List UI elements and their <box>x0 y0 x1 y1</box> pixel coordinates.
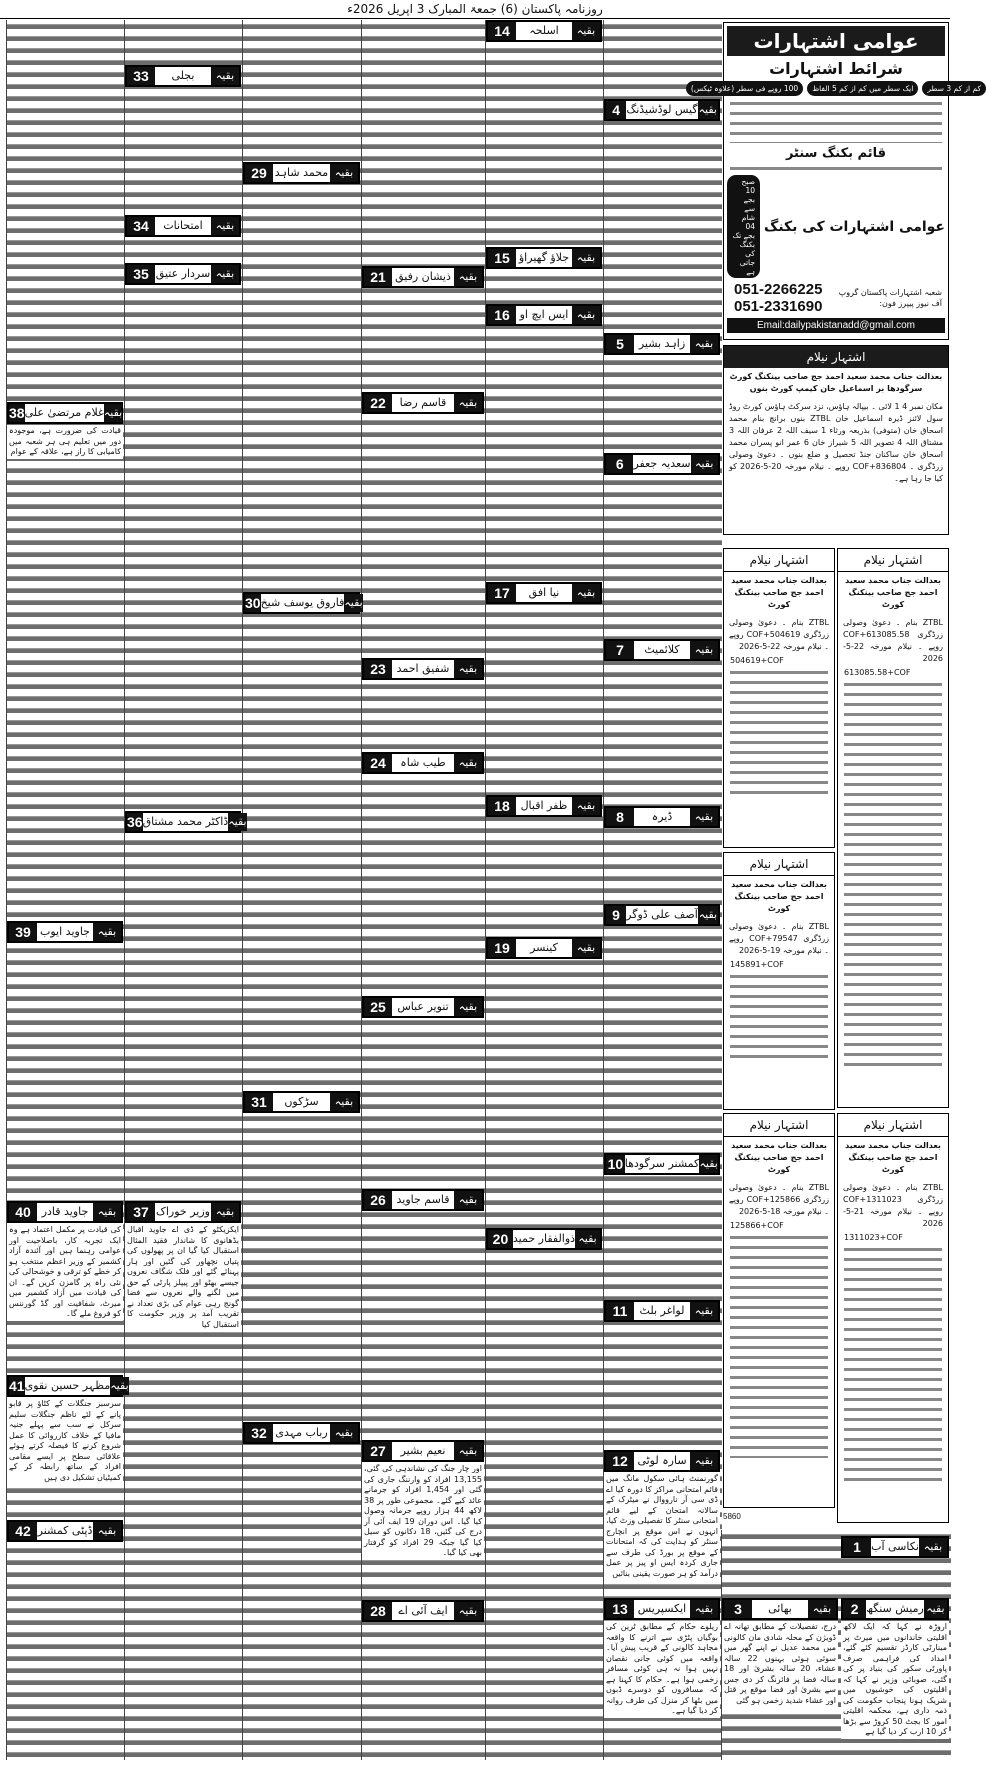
auction-heading: اشتہار نیلام <box>838 1114 948 1137</box>
auction-body: مکان نمبر 4 1 لائی ۔ بیپالہ ہاؤس، نزد سرکٹ ہاؤس کورٹ روڈ سول لائنز ڈیرہ اسماعیل خان ZTBL بنوں برانچ بنام محمد اسحاق خان (متوفی) بذریعہ ورثاء 1 سیف اللہ 2 عرفان اللہ 3 مشتاق اللہ 4 تصویر اللہ 5 شیراز خان 6 عمر انو پسران محمد اسحاق خان ساکنان جنڈ تحصیل و ضلع بنوں ۔ دعویٰ وصولی زرڈگری ۔ 836804+COF روپے ۔ نیلام مورخہ 20-5-2026 کو کیا جا رہا ہے۔ <box>729 402 944 483</box>
auction-court: بعدالت جناب محمد سعید احمد جج صاحب بینکنگ کورٹ <box>731 1141 827 1174</box>
continuation-number: 41 <box>9 1378 25 1394</box>
masthead-date-line: روزنامہ پاکستان (6) جمعۃ المبارک 3 اپریل 2026ء <box>0 0 950 19</box>
continuation-header-3 <box>722 1598 838 1620</box>
continuation-title: امتحانات <box>163 219 203 232</box>
pill-min-lines: کم از کم 3 سطر <box>922 81 986 96</box>
continuation-label: بقیہ <box>924 1600 947 1618</box>
continuation-number: 8 <box>606 808 634 826</box>
footer-code: 5860 <box>723 1512 833 1528</box>
continuation-number: 13 <box>606 1600 634 1618</box>
continuation-title: وزیر خوراک <box>156 1205 210 1218</box>
continuation-number: 36 <box>127 814 143 830</box>
continuation-number: 40 <box>9 1203 37 1221</box>
continuation-title: لواغر بلٹ <box>639 1304 685 1317</box>
continuation-number: 21 <box>364 268 392 286</box>
continuation-label: بقیہ <box>211 217 239 235</box>
continuation-number: 7 <box>606 641 634 659</box>
column-3 <box>485 20 604 1760</box>
continuation-number: 34 <box>127 217 155 235</box>
continuation-title: زاہد بشیر <box>638 337 686 350</box>
article-text-2: اروڑہ نے کہا کہ ایک لاکھ اقلیتی خاندانوں میں میرٹ پر مینارٹی کارڈز تقسیم کئے گئے، امداد کی فراہمی صرف پاورٹی سکور کی بنیاد پر کی گئی، صوبائی وزیر نے کہا کہ اقلیتوں کی خوشیوں میں شریک ہونا پنجاب حکومت کی ذمہ داری ہے، محکمہ اقلیتی امور کا بجٹ 50 کروڑ سے بڑھا کر 10 ارب کر دیا گیا ہے <box>841 1621 949 1739</box>
continuation-number: 16 <box>488 306 516 324</box>
auction-amount: 125866+COF <box>730 1221 784 1230</box>
continuation-label: بقیہ <box>93 1522 121 1540</box>
continuation-title: نکاسی آب <box>871 1540 919 1553</box>
auction-body: ZTBL بنام ۔ دعویٰ وصولی زرڈگری 613085.58+COF روپے ۔ نیلام مورخہ 22-5-2026 <box>843 618 943 663</box>
auction-body: ZTBL بنام ۔ دعویٰ وصولی زرڈگری 125866+COF روپے ۔ نیلام مورخہ 18-5-2026 <box>729 1183 829 1216</box>
continuation-number: 26 <box>364 1191 392 1209</box>
article-text-12: گورنمنٹ ہائی سکول مانگ میں قائم امتحانی مراکز کا دورہ کیا اے ڈی سی آر نارووال نے میٹرک کے سالانہ امتحان کے لیے قائم امتحانی سنٹر کا تفصیلی وزٹ کیا، انہوں نے اس موقع پر انچارج سنٹر کو ہدایت کی کہ امتحانات کے موقع پر بورڈ کی طرف سے جاری کردہ ایس او پیز پر عمل درآمد کو ہر صورت یقینی بنائیں <box>604 1473 720 1580</box>
pill-words-per-line: ایک سطر میں کم از کم 5 الفاظ <box>807 81 918 96</box>
continuation-title: طیب شاہ <box>400 756 446 769</box>
auction-heading: اشتہار نیلام <box>724 1114 834 1137</box>
continuation-number: 9 <box>606 906 626 924</box>
auction-body: ZTBL بنام ۔ دعویٰ وصولی زرڈگری 1311023+COF روپے ۔ نیلام مورخہ 21-5-2026 <box>843 1183 943 1228</box>
continuation-header-8 <box>604 806 720 828</box>
continuation-label: بقیہ <box>699 1155 718 1173</box>
continuation-label: بقیہ <box>454 1442 482 1460</box>
continuation-label: بقیہ <box>690 641 718 659</box>
continuation-number: 30 <box>245 595 261 611</box>
continuation-header-1 <box>841 1536 949 1558</box>
auction-heading: اشتہار نیلام <box>838 549 948 572</box>
contact-row <box>724 281 948 315</box>
continuation-title: سارہ لوٹی <box>637 1454 687 1467</box>
continuation-number: 39 <box>9 923 37 941</box>
continuation-title: کلائمیٹ <box>644 643 680 656</box>
continuation-number: 1 <box>843 1538 871 1556</box>
continuation-number: 4 <box>606 101 626 119</box>
continuation-title: ایف آئی اے <box>398 1604 448 1617</box>
ad-terms-title: شرائط اشتہارات <box>769 59 903 78</box>
continuation-title: جلاؤ گھیراؤ <box>518 251 570 264</box>
continuation-label: بقیہ <box>211 265 239 283</box>
continuation-label: بقیہ <box>575 1230 600 1248</box>
continuation-header-5 <box>604 333 720 355</box>
booking-title: عوامی اشتہارات کی بکنگ <box>763 218 945 235</box>
continuation-label: بقیہ <box>572 249 600 267</box>
continuation-label: بقیہ <box>211 1203 239 1221</box>
continuation-header-32 <box>243 1422 360 1444</box>
pill-rate: 100 روپے فی سطر (علاوہ ٹیکس) <box>686 81 803 96</box>
continuation-title: محمد شاہد <box>274 166 329 179</box>
auction-heading: اشتہار نیلام <box>724 549 834 572</box>
continuation-label: بقیہ <box>110 1377 128 1395</box>
continuation-number: 6 <box>606 455 633 473</box>
continuation-title: غلام مرتضیٰ علی <box>24 406 104 419</box>
continuation-header-39 <box>7 921 123 943</box>
continuation-label: بقیہ <box>330 1424 358 1442</box>
continuation-title: نعیم بشیر <box>400 1444 446 1457</box>
continuation-label: بقیہ <box>572 22 600 40</box>
continuation-header-41 <box>7 1375 129 1397</box>
continuation-label: بقیہ <box>454 660 482 678</box>
auction-amount: 145891+COF <box>730 960 784 969</box>
continuation-label: بقیہ <box>698 101 718 119</box>
continuation-header-17 <box>486 582 602 604</box>
auction-court: بعدالت جناب محمد سعید احمد جج صاحب بینکنگ کورٹ <box>731 880 827 913</box>
phone-1[interactable]: 051-2266225 <box>734 281 823 298</box>
auction-heading: اشتہار نیلام <box>724 346 948 368</box>
continuation-label: بقیہ <box>228 813 246 831</box>
continuation-title: ایکسپریس <box>637 1602 687 1615</box>
continuation-number: 12 <box>606 1452 634 1470</box>
continuation-title: بھائی <box>768 1602 792 1615</box>
auction-amount: 504619+COF <box>730 656 784 665</box>
ad-terms-text-2 <box>730 164 942 172</box>
continuation-title: بجلی <box>171 69 195 82</box>
continuation-number: 15 <box>488 249 516 267</box>
continuation-label: بقیہ <box>454 1602 482 1620</box>
continuation-header-42 <box>7 1520 123 1542</box>
continuation-header-6 <box>604 453 720 475</box>
auction-court: بعدالت جناب محمد سعید احمد جج صاحب بینکنگ کورٹ <box>845 1141 941 1174</box>
continuation-label: بقیہ <box>690 1302 718 1320</box>
continuation-label: بقیہ <box>690 808 718 826</box>
auction-body: ZTBL بنام ۔ دعویٰ وصولی زرڈگری 504619+COF روپے ۔ نیلام مورخہ 22-5-2026 <box>729 618 829 651</box>
article-text-3: درج، تفصیلات کے مطابق تھانہ اے ڈویژن کے محلہ شادی مان کالونی میں محمد عدیل نے اپنے گھر میں سوئی ہوئی بہنوں 22 سالہ عشاء، 20 سالہ بشریٰ اور 18 سالہ فضا پر فائرنگ کر دی جس سے بشریٰ اور فضا موقع پر قتل اور عشاء شدید زخمی ہو گئی <box>722 1621 838 1707</box>
continuation-header-4 <box>604 99 720 121</box>
continuation-label: بقیہ <box>919 1538 947 1556</box>
column-7 <box>6 20 125 1760</box>
continuation-label: بقیہ <box>690 1600 718 1618</box>
auction-notice-2 <box>837 548 949 1108</box>
continuation-number: 20 <box>488 1230 513 1248</box>
continuation-header-37 <box>125 1201 241 1223</box>
continuation-label: بقیہ <box>93 1203 121 1221</box>
auction-text-lines <box>730 668 828 798</box>
continuation-header-14 <box>486 20 602 42</box>
continuation-header-25 <box>362 996 484 1018</box>
continuation-title: سردار عتیق <box>155 267 211 280</box>
continuation-header-36 <box>125 811 247 833</box>
continuation-header-27 <box>362 1440 484 1462</box>
continuation-label: بقیہ <box>330 1093 358 1111</box>
continuation-label: بقیہ <box>454 754 482 772</box>
continuation-number: 38 <box>9 405 25 421</box>
continuation-number: 5 <box>606 335 634 353</box>
auction-amount: 1311023+COF <box>844 1233 903 1242</box>
auction-court: بعدالت جناب محمد سعید احمد جج صاحب بینکنگ کورٹ <box>845 576 941 609</box>
continuation-title: سعدیہ جعفر <box>633 457 691 470</box>
auction-notice-1 <box>723 548 835 848</box>
continuation-label: بقیہ <box>690 335 718 353</box>
continuation-label: بقیہ <box>690 1452 718 1470</box>
continuation-header-22 <box>362 392 484 414</box>
email-address[interactable]: Email:dailypakistanadd@gmail.com <box>727 318 945 333</box>
continuation-title: اسلحہ <box>529 24 559 37</box>
continuation-number: 42 <box>9 1522 37 1540</box>
booking-time: صبح 10 بجے سے شام 04 بجے تک بکنگ کی جاتی ہے <box>727 175 760 278</box>
continuation-label: بقیہ <box>572 584 600 602</box>
auction-text-lines <box>844 1245 942 1485</box>
continuation-label: بقیہ <box>698 906 718 924</box>
ad-terms-text <box>730 99 942 143</box>
booking-row <box>727 175 945 278</box>
continuation-title: نیا افق <box>528 586 560 599</box>
continuation-title: جاوید قادر <box>41 1205 89 1218</box>
continuation-title: ذوالفقار حمید <box>512 1232 576 1245</box>
article-text-40: کی قیادت پر مکمل اعتماد ہے وہ ایک تجربہ کار، باصلاحیت اور عوامی رہنما ہیں اور آئندہ آزاد کشمیر کے وزیر اعظم منتخب ہو کر خطے کو ترقی و خوشحالی کی نئی راہ پر گامزن کریں گے۔ ان کی قیادت میں آزاد کشمیر میں میرٹ، شفافیت اور گڈ گورننس کو فروغ ملے گا۔ <box>7 1224 123 1321</box>
continuation-title: گیس لوڈشیڈنگ <box>626 103 698 116</box>
ad-terms-pills <box>690 81 982 96</box>
continuation-title: ڈاکٹر محمد مشتاق <box>142 815 229 828</box>
continuation-header-40 <box>7 1201 123 1223</box>
continuation-header-21 <box>362 266 484 288</box>
continuation-header-19 <box>486 937 602 959</box>
continuation-header-9 <box>604 904 720 926</box>
continuation-header-35 <box>125 263 241 285</box>
continuation-header-11 <box>604 1300 720 1322</box>
auction-text-lines <box>730 1233 828 1458</box>
continuation-title: ڈیرہ <box>651 810 673 823</box>
continuation-title: ڈپٹی کمشنر <box>37 1524 93 1537</box>
continuation-title: تنویر عباس <box>397 1000 449 1013</box>
continuation-header-2 <box>841 1598 949 1620</box>
continuation-title: جاوید ایوب <box>40 925 90 938</box>
continuation-number: 27 <box>364 1442 392 1460</box>
continuation-label: بقیہ <box>211 67 239 85</box>
auction-text-lines <box>844 680 942 1070</box>
continuation-title: رباب مہدی <box>275 1426 328 1439</box>
continuation-title: مظہر حسین نقوی <box>24 1379 111 1392</box>
continuation-label: بقیہ <box>454 998 482 1016</box>
continuation-number: 2 <box>843 1600 866 1618</box>
article-text-41: سرسبز جنگلات کے کٹاؤ پر قابو پانے کے لئے ناظم جنگلات سلیم سرکل نے سب سے پہلے جنیہ مافیا کے خلاف کارروائی کا عمل شروع کرنے کا فیصلہ کرتے ہوئے علاقائی سطح پر ایسے مقامی افراد کے ساتھ رابطہ کر کے کمیٹیاں تشکیل دی ہیں <box>7 1398 123 1484</box>
continuation-label: بقیہ <box>572 797 600 815</box>
auction-notice-5 <box>837 1113 949 1523</box>
continuation-header-18 <box>486 795 602 817</box>
continuation-label: بقیہ <box>691 455 718 473</box>
continuation-header-10 <box>604 1153 720 1175</box>
continuation-header-20 <box>486 1228 602 1250</box>
continuation-title: ذیشان رفیق <box>395 270 451 283</box>
auction-amount: 613085.58+COF <box>844 668 911 677</box>
continuation-number: 23 <box>364 660 392 678</box>
continuation-number: 35 <box>127 265 155 283</box>
booking-center: قائم بکنگ سنٹر <box>785 146 887 161</box>
continuation-header-38 <box>7 402 123 424</box>
continuation-title: ایس ایچ او <box>519 308 569 321</box>
continuation-label: بقیہ <box>454 268 482 286</box>
continuation-title: قاسم رضا <box>399 396 447 409</box>
continuation-number: 24 <box>364 754 392 772</box>
continuation-header-29 <box>243 162 360 184</box>
continuation-number: 19 <box>488 939 516 957</box>
continuation-title: ظفر اقبال <box>520 799 568 812</box>
continuation-number: 22 <box>364 394 392 412</box>
continuation-label: بقیہ <box>572 939 600 957</box>
continuation-header-12 <box>604 1450 720 1472</box>
continuation-title: کمشنر سرگودھا <box>624 1157 700 1170</box>
continuation-header-7 <box>604 639 720 661</box>
continuation-header-15 <box>486 247 602 269</box>
continuation-label: بقیہ <box>572 306 600 324</box>
continuation-number: 25 <box>364 998 392 1016</box>
continuation-number: 29 <box>245 164 273 182</box>
continuation-header-23 <box>362 658 484 680</box>
auction-court: بعدالت جناب محمد سعید احمد جج صاحب بینکنگ کورٹ سرگودھا بر اسماعیل خان کیمپ کورٹ بنوں <box>729 372 943 393</box>
auction-body: ZTBL بنام ۔ دعویٰ وصولی زرڈگری 79547+COF روپے ۔ نیلام مورخہ 19-5-2026 <box>729 922 829 955</box>
article-text-37: ایکزیکٹو کے ڈی اے جاوید اقبال بڈھانوی کا شاندار فقید المثال استقبال کیا گیا ان پر پھولوں کی پتیاں نچھاور کی گئیں اور ہار پہنائے گئے اور فلک شگاف نعروں جیسے بھٹو اور پیپلز پارٹی کے حق میں لگنے والے نعروں سے فضا گونج رہی عوام کی بڑی تعداد نے تقریب آمد پر وزیر حکومت کا استقبال کیا <box>125 1224 241 1331</box>
continuation-label: بقیہ <box>808 1600 836 1618</box>
continuation-title: شفیق احمد <box>396 662 450 675</box>
continuation-header-26 <box>362 1189 484 1211</box>
public-ads-banner: عوامی اشتہارات <box>727 26 945 56</box>
continuation-header-33 <box>125 65 241 87</box>
auction-court: بعدالت جناب محمد سعید احمد جج صاحب بینکنگ کورٹ <box>731 576 827 609</box>
continuation-label: بقیہ <box>93 923 121 941</box>
continuation-number: 28 <box>364 1602 392 1620</box>
continuation-number: 11 <box>606 1302 634 1320</box>
continuation-number: 14 <box>488 22 516 40</box>
continuation-header-28 <box>362 1600 484 1622</box>
continuation-header-34 <box>125 215 241 237</box>
auction-notice-3 <box>723 852 835 1110</box>
article-text-13: ریلوے حکام کے مطابق ٹرین کی بوگیاں پٹڑی سے اترنے کا واقعہ مجاہد کالونی کے قریب پیش آیا۔ واقعہ میں کوئی جانی نقصان نہیں ہوا نہ ہی کوئی مسافر زخمی ہوا ہے۔ حکام کا کہنا ہے کہ مسافروں کو دوسرے ڈبوں میں بٹھا کر منزل کی طرف روانہ کر دیا گیا ہے۔ <box>604 1621 720 1718</box>
continuation-header-24 <box>362 752 484 774</box>
auction-text-lines <box>730 972 828 1060</box>
phone-2[interactable]: 051-2331690 <box>734 298 823 315</box>
auction-notice-4 <box>723 1113 835 1508</box>
article-text-38: قیادت کی ضرورت ہے، موجودہ دور میں تعلیم ہی ہر شعبہ میں کامیابی کا راز ہے، علاقہ کے عوام <box>7 425 123 459</box>
continuation-header-30 <box>243 592 363 614</box>
continuation-title: قاسم جاوید <box>396 1193 450 1206</box>
continuation-number: 33 <box>127 67 155 85</box>
continuation-number: 10 <box>607 1156 624 1172</box>
continuation-number: 3 <box>724 1600 752 1618</box>
continuation-header-31 <box>243 1091 360 1113</box>
continuation-header-16 <box>486 304 602 326</box>
continuation-header-13 <box>604 1598 720 1620</box>
continuation-number: 17 <box>488 584 516 602</box>
auction-notice-main <box>723 345 949 535</box>
continuation-label: بقیہ <box>454 1191 482 1209</box>
continuation-title: فاروق یوسف شیخ <box>260 596 345 609</box>
continuation-label: بقیہ <box>330 164 358 182</box>
column-5 <box>242 20 362 1760</box>
continuation-number: 37 <box>127 1203 155 1221</box>
continuation-label: بقیہ <box>344 594 362 612</box>
contact-label: شعبہ اشتہارات پاکستان گروپ آف نیوز پیپرز فون: <box>838 288 942 308</box>
continuation-number: 18 <box>488 797 516 815</box>
continuation-title: کینسر <box>530 941 558 954</box>
continuation-number: 31 <box>245 1093 273 1111</box>
continuation-title: رمیش سنگھ <box>866 1602 924 1615</box>
continuation-label: بقیہ <box>104 404 122 422</box>
auction-heading: اشتہار نیلام <box>724 853 834 876</box>
continuation-title: سڑکوں <box>284 1095 319 1108</box>
continuation-number: 32 <box>245 1424 273 1442</box>
continuation-title: آصف علی ڈوگر <box>626 908 698 921</box>
continuation-label: بقیہ <box>454 394 482 412</box>
article-text-27: اور چار جنگ کی نشاندہی کی گئی، 13,155 افراد کو وارننگ جاری کی گئی اور 1,454 افراد کو جرمانے عائد کیے گئے۔ مجموعی طور پر 38 لاکھ 44 ہزار روپے جرمانہ وصول کیا گیا۔ اس دوران 19 ایف آئی آر درج کی گئیں، 18 دکانوں کو سیل کیا گیا جبکہ 29 افراد کو گرفتار بھی کیا گیا۔ <box>362 1463 484 1560</box>
